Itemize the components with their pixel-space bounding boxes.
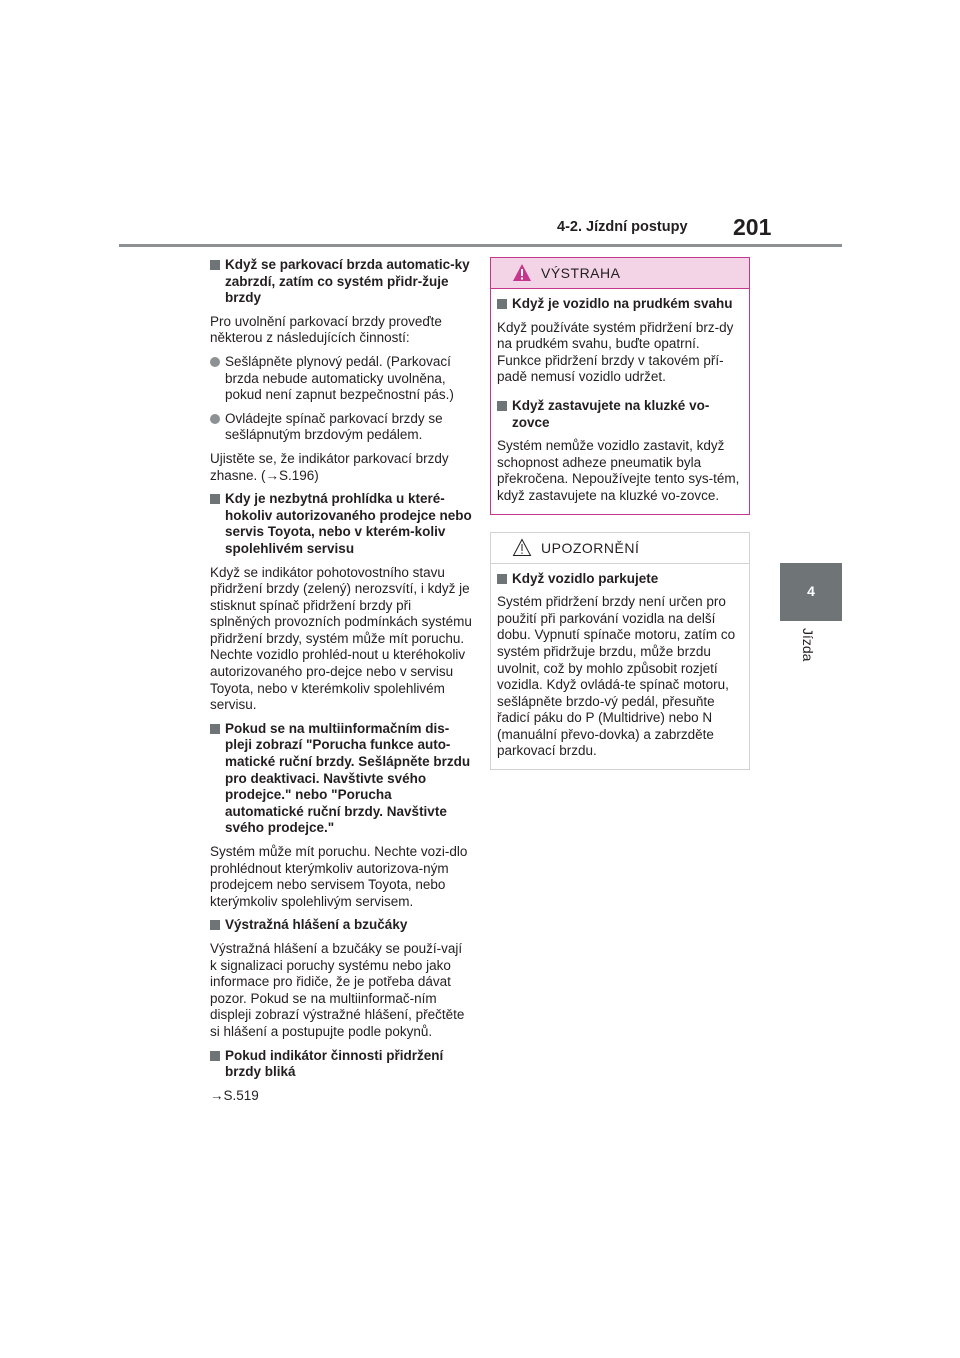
- square-bullet-icon: [497, 401, 507, 411]
- chapter-number: 4: [807, 583, 815, 599]
- caution-triangle-icon: [512, 538, 532, 557]
- warning-triangle-icon: [512, 263, 532, 282]
- square-bullet-icon: [210, 494, 220, 504]
- section-heading: [210, 917, 472, 934]
- header-divider: [119, 244, 842, 247]
- page-reference-link[interactable]: →S.519: [210, 1087, 259, 1103]
- section-heading: [497, 296, 743, 313]
- warning-header: [491, 258, 749, 289]
- page-number: 201: [733, 214, 772, 240]
- heading-text: Když se parkovací brzda automatic-ky zabrzdí, zatím co systém přidr-žuje brzdy: [225, 257, 470, 306]
- bullet-item: [210, 354, 472, 404]
- notice-header: [491, 533, 749, 564]
- square-bullet-icon: [497, 299, 507, 309]
- chapter-label-wrap: [784, 628, 844, 678]
- section-heading: [210, 257, 472, 307]
- circle-bullet-icon: [210, 357, 220, 367]
- paragraph: Systém nemůže vozidlo zastavit, když schopnost adheze pneumatik byla překročena. Nepoužívejte tento sys-tém, když zastavujete na kluzké vo-zovce.: [497, 438, 740, 503]
- warning-box: [490, 257, 750, 515]
- square-bullet-icon: [497, 574, 507, 584]
- chapter-tab: [780, 563, 842, 621]
- heading-text: Když vozidlo parkujete: [512, 570, 659, 586]
- square-bullet-icon: [210, 724, 220, 734]
- warning-title: VÝSTRAHA: [541, 265, 621, 281]
- paragraph: Když se indikátor pohotovostního stavu přidržení brzdy (zelený) nerozsvítí, i když je stisknut spínač přidržení brzdy při splněných provozních podmínkách systému přidržení brzdy, systém může mít poruchu. Nechte vozidlo prohléd-nout u kteréhokoliv autorizovaného pro-dejce nebo v servisu Toyota, nebo v kterémkoliv spolehlivém servisu.: [210, 564, 472, 713]
- warning-body: [491, 289, 749, 514]
- bullet-text: Sešlápněte plynový pedál. (Parkovací brzda nebude automaticky uvolněna, pokud není zapnut bezpečnostní pás.): [225, 353, 454, 403]
- paragraph: Pro uvolnění parkovací brzdy proveďte některou z následujících činností:: [210, 313, 442, 346]
- heading-text: Pokud indikátor činnosti přidržení brzdy bliká: [225, 1047, 444, 1080]
- square-bullet-icon: [210, 1051, 220, 1061]
- left-column: [210, 257, 472, 1111]
- section-heading: [210, 721, 472, 837]
- right-column: [490, 257, 750, 770]
- paragraph: Systém přidržení brzdy není určen pro použití při parkování vozidla na delší dobu. Vypnutí spínače motoru, zatím co systém přidržuje brzdu, může brzdu uvolnit, což by mohlo způsobit rozjetí vozidla. Když ovládá-te spínač motoru, sešlápněte brzdo-vý pedál, přesuňte řadicí páku do P (Multidrive) nebo N (manuální převo-dovka) a zabrzděte parkovací brzdu.: [497, 594, 736, 759]
- paragraph: Když používáte systém přidržení brz-dy na prudkém svahu, buďte opatrní. Funkce přidržení brzdy v takovém pří-padě nemusí vozidlo udržet.: [497, 319, 734, 385]
- section-title: 4-2. Jízdní postupy: [557, 219, 688, 235]
- paragraph: Systém může mít poruchu. Nechte vozi-dlo prohlédnout kterýmkoliv autorizova-ným prodejcem nebo servisem Toyota, nebo kterýmkoliv spolehlivým servisem.: [210, 844, 468, 909]
- section-heading: [210, 1048, 472, 1081]
- bullet-text: Ovládejte spínač parkovací brzdy se sešlápnutým brzdovým pedálem.: [225, 410, 443, 443]
- section-heading: [497, 571, 743, 588]
- heading-text: Když je vozidlo na prudkém svahu: [512, 296, 733, 311]
- bullet-item: [210, 411, 472, 444]
- notice-body: [491, 564, 749, 770]
- paragraph-reference[interactable]: Ujistěte se, že indikátor parkovací brzdy zhasne. (→S.196): [210, 450, 449, 483]
- heading-text: Výstražná hlášení a bzučáky: [225, 917, 408, 933]
- square-bullet-icon: [210, 260, 220, 270]
- notice-title: UPOZORNĚNÍ: [541, 539, 640, 556]
- section-heading: [210, 491, 472, 557]
- heading-text: Kdy je nezbytná prohlídka u které-hokoliv autorizovaného prodejce nebo servis Toyota, nebo v kterém-koliv spolehlivém servisu: [225, 491, 472, 556]
- heading-text: Pokud se na multiinformačním dis-pleji zobrazí "Porucha funkce auto-matické ruční brzdy. Sešlápněte brzdu pro deaktivaci. Navštivte svého prodejce." nebo "Porucha automatické ruční brzdy. Navštivte svého prodejce.": [225, 720, 471, 836]
- square-bullet-icon: [210, 920, 220, 930]
- heading-text: Když zastavujete na kluzké vo-zovce: [512, 397, 710, 430]
- notice-box: [490, 532, 750, 771]
- paragraph: Výstražná hlášení a bzučáky se použí-vají k signalizaci poruchy systému nebo jako informace pro řidiče, že je potřeba dávat pozor. Pokud se na multiinformač-ním displeji zobrazí výstražné hlášení, přečtěte si hlášení a postupujte podle pokynů.: [210, 940, 465, 1039]
- chapter-label: Jízda: [800, 628, 816, 662]
- section-heading: [497, 398, 743, 431]
- circle-bullet-icon: [210, 414, 220, 424]
